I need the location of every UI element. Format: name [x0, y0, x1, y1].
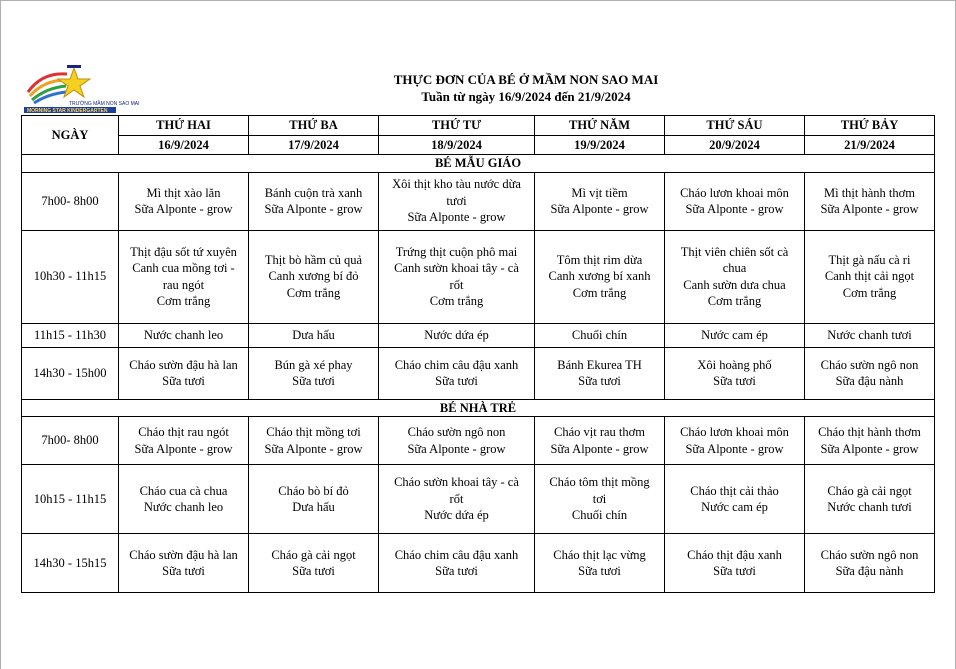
- meal-cell: [665, 417, 805, 465]
- meal-item: Bánh cuộn trà xanh: [264, 185, 363, 200]
- meal-cell: [379, 417, 535, 465]
- meal-cell: [535, 323, 665, 347]
- day-name: THỨ NĂM: [535, 116, 665, 136]
- meal-item: Sữa tươi: [578, 564, 621, 578]
- day-name: THỨ BẢY: [805, 116, 935, 136]
- meal-item: Canh sườn dưa chua: [683, 277, 786, 292]
- meal-cell: [249, 172, 379, 230]
- meal-cell: [249, 417, 379, 465]
- meal-item: Sữa Alponte - grow: [407, 210, 506, 225]
- meal-cell: [535, 347, 665, 399]
- meal-item: Thịt gà nấu cà ri: [828, 252, 911, 267]
- meal-cell: [249, 323, 379, 347]
- meal-item: Cháo thịt rau ngót: [138, 425, 229, 439]
- meal-item: Nước cam ép: [701, 327, 768, 342]
- meal-item: Cháo lươn khoai môn: [680, 425, 789, 439]
- meal-cell: [379, 534, 535, 593]
- meal-item: Sữa Alponte - grow: [685, 202, 784, 216]
- meal-cell: [805, 534, 935, 593]
- meal-item: Sữa Alponte - grow: [550, 202, 649, 216]
- day-date: 19/9/2024: [535, 136, 665, 155]
- meal-item: Cháo sườn đậu hà lan: [129, 547, 238, 562]
- page-border-top: [0, 0, 956, 1]
- meal-item: Cháo chim câu đậu xanh: [394, 357, 519, 372]
- meal-item: Sữa Alponte - grow: [407, 441, 506, 456]
- meal-item: Sữa tươi: [578, 374, 621, 388]
- meal-item: Cơm trắng: [286, 285, 341, 300]
- meal-item: Thịt viên chiên sốt cà: [680, 244, 789, 259]
- meal-item: Sữa tươi: [162, 374, 205, 388]
- meal-item: Nước chanh leo: [143, 327, 224, 342]
- meal-item: Cháo sườn ngô non: [820, 547, 919, 562]
- meal-item: rốt: [449, 277, 464, 292]
- meal-cell: [249, 534, 379, 593]
- meal-item: Cháo thịt cải thảo: [690, 483, 779, 498]
- meal-item: Cháo lươn khoai môn: [680, 185, 789, 200]
- time-slot: 14h30 - 15h15: [22, 534, 119, 593]
- day-name: THỨ HAI: [119, 116, 249, 136]
- meal-item: Trứng thịt cuộn phô mai: [395, 244, 518, 259]
- meal-item: Cháo gà cải ngọt: [827, 483, 912, 498]
- page-title: THỰC ĐƠN CỦA BÉ Ở MẦM NON SAO MAI: [393, 72, 659, 87]
- meal-item: Sữa đậu nành: [835, 564, 904, 578]
- meal-item: Cháo tôm thịt mồng: [549, 475, 650, 490]
- meal-cell: [665, 172, 805, 230]
- meal-cell: [805, 465, 935, 534]
- meal-item: Sữa tươi: [435, 564, 478, 578]
- meal-item: Sữa Alponte - grow: [550, 441, 649, 456]
- meal-item: Sữa tươi: [713, 564, 756, 578]
- meal-cell: [805, 347, 935, 399]
- meal-item: Cơm trắng: [572, 285, 627, 300]
- meal-item: Sữa Alponte - grow: [685, 441, 784, 456]
- meal-item: Cơm trắng: [707, 294, 762, 308]
- meal-item: Xôi thịt kho tàu nước dừa: [392, 177, 521, 192]
- meal-cell: [119, 347, 249, 399]
- meal-item: Cơm trắng: [429, 294, 484, 308]
- meal-item: Canh thịt cải ngọt: [824, 269, 915, 284]
- meal-cell: [119, 172, 249, 230]
- day-date: 18/9/2024: [379, 136, 535, 155]
- meal-item: Xôi hoàng phố: [697, 357, 772, 372]
- meal-item: Cháo cua cà chua: [139, 483, 228, 498]
- meal-item: Cháo thịt mồng tơi: [266, 425, 361, 439]
- time-slot: 14h30 - 15h00: [22, 347, 119, 399]
- meal-cell: [535, 534, 665, 593]
- day-date: 20/9/2024: [665, 136, 805, 155]
- star-logo-icon: [22, 62, 140, 114]
- meal-cell: [535, 172, 665, 230]
- table-row: [22, 172, 935, 230]
- meal-item: Cháo sườn khoai tây - cà: [394, 475, 519, 490]
- logo-subtext: MORNING STAR KINDERGARTEN: [27, 108, 108, 114]
- meal-item: Canh sườn khoai tây - cà: [394, 261, 519, 275]
- meal-item: Cháo sườn ngô non: [407, 425, 506, 439]
- meal-item: Mì vịt tiềm: [571, 185, 628, 200]
- meal-item: Cháo thịt hành thơm: [818, 425, 921, 439]
- meal-item: Cháo vịt rau thơm: [554, 425, 645, 439]
- meal-item: Bánh Ekurea TH: [557, 357, 642, 372]
- meal-item: Sữa tươi: [713, 374, 756, 388]
- meal-item: Chuối chín: [571, 327, 628, 342]
- meal-cell: [535, 230, 665, 323]
- meal-cell: [119, 534, 249, 593]
- menu-table-body: [22, 116, 935, 593]
- meal-item: tơi: [592, 491, 607, 506]
- meal-cell: [805, 172, 935, 230]
- day-name: THỨ BA: [249, 116, 379, 136]
- table-row: [22, 465, 935, 534]
- meal-item: rốt: [449, 491, 464, 506]
- meal-item: Cháo sườn đậu hà lan: [129, 357, 238, 372]
- meal-cell: [119, 230, 249, 323]
- meal-cell: [665, 534, 805, 593]
- day-name: THỨ SÁU: [665, 116, 805, 136]
- meal-cell: [535, 417, 665, 465]
- meal-cell: [379, 347, 535, 399]
- table-row: [22, 347, 935, 399]
- meal-cell: [249, 347, 379, 399]
- meal-cell: [119, 465, 249, 534]
- meal-item: Sữa Alponte - grow: [264, 441, 363, 456]
- page-border-left: [0, 0, 1, 669]
- school-logo: [22, 62, 140, 114]
- meal-item: Thịt bò hầm củ quả: [264, 252, 363, 267]
- meal-item: Cháo sườn ngô non: [820, 357, 919, 372]
- meal-item: Sữa Alponte - grow: [134, 441, 233, 456]
- meal-cell: [379, 172, 535, 230]
- meal-item: tươi: [446, 193, 467, 208]
- meal-cell: [379, 465, 535, 534]
- meal-item: Dưa hấu: [292, 327, 335, 342]
- meal-item: Cháo thịt lạc vừng: [553, 547, 646, 562]
- meal-cell: [379, 323, 535, 347]
- meal-cell: [535, 465, 665, 534]
- meal-item: Cháo chim câu đậu xanh: [394, 547, 519, 562]
- table-row: [22, 230, 935, 323]
- section-title: BÉ MẪU GIÁO: [22, 155, 935, 173]
- logo-text: TRƯỜNG MẦM NON SAO MAI: [69, 101, 140, 107]
- meal-cell: [665, 465, 805, 534]
- meal-cell: [805, 230, 935, 323]
- meal-item: Nước chanh tươi: [827, 500, 912, 514]
- meal-item: Sữa tươi: [292, 564, 335, 578]
- meal-item: Sữa tươi: [292, 374, 335, 388]
- menu-table: [21, 115, 935, 593]
- table-row: [22, 323, 935, 347]
- meal-item: Mì thịt hành thơm: [824, 185, 915, 200]
- meal-cell: [249, 465, 379, 534]
- meal-item: Canh xương bí xanh: [548, 269, 651, 284]
- meal-item: Sữa Alponte - grow: [820, 202, 919, 216]
- meal-item: Cháo thịt đậu xanh: [687, 547, 782, 562]
- time-slot: 7h00- 8h00: [22, 172, 119, 230]
- meal-cell: [119, 417, 249, 465]
- time-slot: 7h00- 8h00: [22, 417, 119, 465]
- time-slot: 10h30 - 11h15: [22, 230, 119, 323]
- meal-cell: [119, 323, 249, 347]
- day-date: 21/9/2024: [805, 136, 935, 155]
- meal-item: Nước dứa ép: [424, 327, 489, 342]
- meal-item: Sữa Alponte - grow: [820, 441, 919, 456]
- meal-item: Cháo gà cải ngọt: [271, 547, 356, 562]
- meal-cell: [805, 323, 935, 347]
- meal-item: Dưa hấu: [292, 500, 335, 514]
- day-date: 16/9/2024: [119, 136, 249, 155]
- meal-item: Bún gà xé phay: [274, 357, 353, 372]
- page-subtitle: Tuần từ ngày 16/9/2024 đến 21/9/2024: [421, 89, 631, 104]
- meal-item: Tôm thịt rim dừa: [556, 252, 643, 267]
- meal-item: Nước dứa ép: [424, 508, 489, 523]
- meal-cell: [805, 417, 935, 465]
- meal-cell: [665, 230, 805, 323]
- meal-cell: [665, 347, 805, 399]
- time-slot: 10h15 - 11h15: [22, 465, 119, 534]
- meal-cell: [379, 230, 535, 323]
- day-date: 17/9/2024: [249, 136, 379, 155]
- corner-label: NGÀY: [22, 116, 119, 155]
- meal-item: Sữa đậu nành: [835, 374, 904, 388]
- meal-item: Cơm trắng: [842, 285, 897, 300]
- meal-item: Canh cua mồng tơi -: [132, 261, 235, 275]
- meal-item: Sữa Alponte - grow: [264, 202, 363, 216]
- table-row: [22, 534, 935, 593]
- table-row: [22, 417, 935, 465]
- meal-item: Canh xương bí đỏ: [268, 269, 359, 284]
- meal-item: Nước chanh tươi: [827, 327, 912, 342]
- meal-item: Mì thịt xào lăn: [146, 185, 221, 200]
- meal-cell: [665, 323, 805, 347]
- meal-item: Thịt đậu sốt tứ xuyên: [130, 244, 237, 259]
- time-slot: 11h15 - 11h30: [22, 323, 119, 347]
- meal-item: Chuối chín: [571, 508, 628, 523]
- section-title: BÉ NHÀ TRẺ: [22, 399, 935, 417]
- meal-item: Sữa Alponte - grow: [134, 202, 233, 216]
- meal-item: Nước chanh leo: [143, 500, 224, 514]
- meal-item: Cơm trắng: [156, 294, 211, 308]
- meal-item: Sữa tươi: [162, 564, 205, 578]
- meal-item: Sữa tươi: [435, 374, 478, 388]
- day-name: THỨ TƯ: [379, 116, 535, 136]
- meal-item: rau ngót: [162, 277, 205, 292]
- meal-item: Cháo bò bí đỏ: [278, 483, 349, 498]
- meal-item: chua: [722, 261, 747, 275]
- meal-cell: [249, 230, 379, 323]
- meal-item: Nước cam ép: [701, 500, 768, 514]
